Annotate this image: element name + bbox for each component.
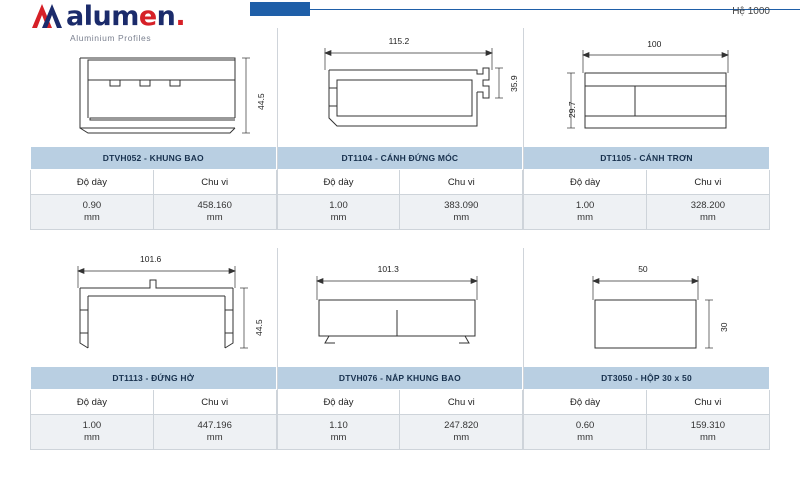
value-perimeter (400, 415, 523, 450)
alumen-mark-icon (30, 2, 64, 30)
perimeter-unit: mm (206, 432, 223, 443)
value-perimeter (646, 195, 769, 230)
profile-row-1 (30, 28, 770, 230)
profile-cell-dt1113 (30, 248, 277, 450)
dimension-side-dt1104: 35.9 (508, 75, 519, 92)
perimeter-unit: mm (699, 212, 716, 223)
perimeter-unit: mm (699, 432, 716, 443)
profile-cell-dtvh052 (30, 28, 277, 230)
profile-drawing-dt1105 (523, 28, 770, 146)
value-thickness (31, 195, 154, 230)
profile-table-dtvh052 (30, 146, 277, 230)
col-thickness: Độ dày (277, 170, 400, 195)
row-separator (30, 230, 770, 248)
profile-cell-dt1104 (277, 28, 524, 230)
thickness-unit: mm (83, 432, 100, 443)
header-accent-bar (250, 2, 310, 16)
col-thickness: Độ dày (31, 390, 154, 415)
profile-drawing-dtvh076 (277, 248, 524, 366)
thickness-unit: mm (83, 212, 100, 223)
profile-title: DT1105 - CÁNH TRƠN (524, 147, 770, 170)
value-thickness (277, 415, 400, 450)
thickness-unit: mm (577, 432, 593, 443)
profile-grid (30, 28, 770, 450)
profile-row-2 (30, 248, 770, 450)
dimension-top-dt1105: 100 (647, 39, 662, 49)
profile-title: DT1113 - ĐỨNG HỞ (31, 367, 277, 390)
thickness-value: 0.90 (82, 200, 102, 211)
dimension-top-dt3050: 50 (638, 264, 648, 274)
dimension-top-dt1113: 101.6 (140, 254, 162, 264)
col-perimeter: Chu vi (153, 170, 276, 195)
profile-title: DT3050 - HỘP 30 x 50 (524, 367, 770, 390)
dimension-top-dtvh076: 101.3 (377, 264, 399, 274)
dimension-side-dtvh052: 44.5 (256, 93, 266, 110)
col-thickness: Độ dày (31, 170, 154, 195)
perimeter-value: 458.160 (197, 200, 232, 211)
perimeter-unit: mm (453, 212, 470, 223)
perimeter-value: 328.200 (690, 200, 726, 211)
profile-table-dt1105 (523, 146, 770, 230)
thickness-value: 0.60 (575, 420, 595, 431)
value-perimeter (646, 415, 769, 450)
perimeter-unit: mm (453, 432, 470, 443)
col-thickness: Độ dày (524, 170, 647, 195)
perimeter-value: 247.820 (444, 420, 479, 431)
profile-title: DTVH052 - KHUNG BAO (31, 147, 277, 170)
value-thickness (524, 195, 647, 230)
system-title: Hệ 1000 (732, 6, 770, 17)
profile-title: DT1104 - CÁNH ĐỨNG MÓC (277, 147, 523, 170)
value-thickness (277, 195, 400, 230)
perimeter-value: 447.196 (197, 420, 232, 431)
profile-title: DTVH076 - NẮP KHUNG BAO (277, 367, 523, 390)
thickness-unit: mm (577, 212, 593, 223)
profile-table-dt1104 (277, 146, 524, 230)
value-thickness (31, 415, 154, 450)
perimeter-value: 383.090 (444, 200, 479, 211)
value-perimeter (400, 195, 523, 230)
thickness-unit: mm (330, 212, 347, 223)
profile-drawing-dtvh052 (30, 28, 277, 146)
value-thickness (524, 415, 647, 450)
brand-wordmark: alumen. (66, 0, 186, 32)
col-thickness: Độ dày (277, 390, 400, 415)
profile-drawing-dt3050 (523, 248, 770, 366)
thickness-value: 1.10 (329, 420, 348, 431)
thickness-value: 1.00 (575, 200, 595, 211)
dimension-top-dt1104: 115.2 (388, 36, 410, 46)
col-perimeter: Chu vi (153, 390, 276, 415)
brand-tagline: Aluminium Profiles (70, 33, 152, 43)
thickness-unit: mm (330, 432, 347, 443)
col-perimeter: Chu vi (400, 170, 523, 195)
perimeter-unit: mm (206, 212, 223, 223)
profile-drawing-dt1113 (30, 248, 277, 366)
dimension-side-dt3050: 30 (719, 322, 730, 332)
thickness-value: 1.00 (329, 200, 348, 211)
profile-table-dtvh076 (277, 366, 524, 450)
dimension-side-dt1105: 29.7 (567, 101, 578, 118)
perimeter-value: 159.310 (690, 420, 726, 431)
profile-drawing-dt1104 (277, 28, 524, 146)
col-perimeter: Chu vi (646, 170, 769, 195)
profile-cell-dtvh076 (277, 248, 524, 450)
profile-table-dt3050 (523, 366, 770, 450)
thickness-value: 1.00 (82, 420, 102, 431)
value-perimeter (153, 415, 276, 450)
col-perimeter: Chu vi (646, 390, 769, 415)
profile-cell-dt1105 (523, 28, 770, 230)
value-perimeter (153, 195, 276, 230)
col-thickness: Độ dày (524, 390, 647, 415)
header-rule (310, 9, 800, 10)
profile-table-dt1113 (30, 366, 277, 450)
profile-cell-dt3050 (523, 248, 770, 450)
col-perimeter: Chu vi (400, 390, 523, 415)
dimension-side-dt1113: 44.5 (254, 319, 264, 336)
